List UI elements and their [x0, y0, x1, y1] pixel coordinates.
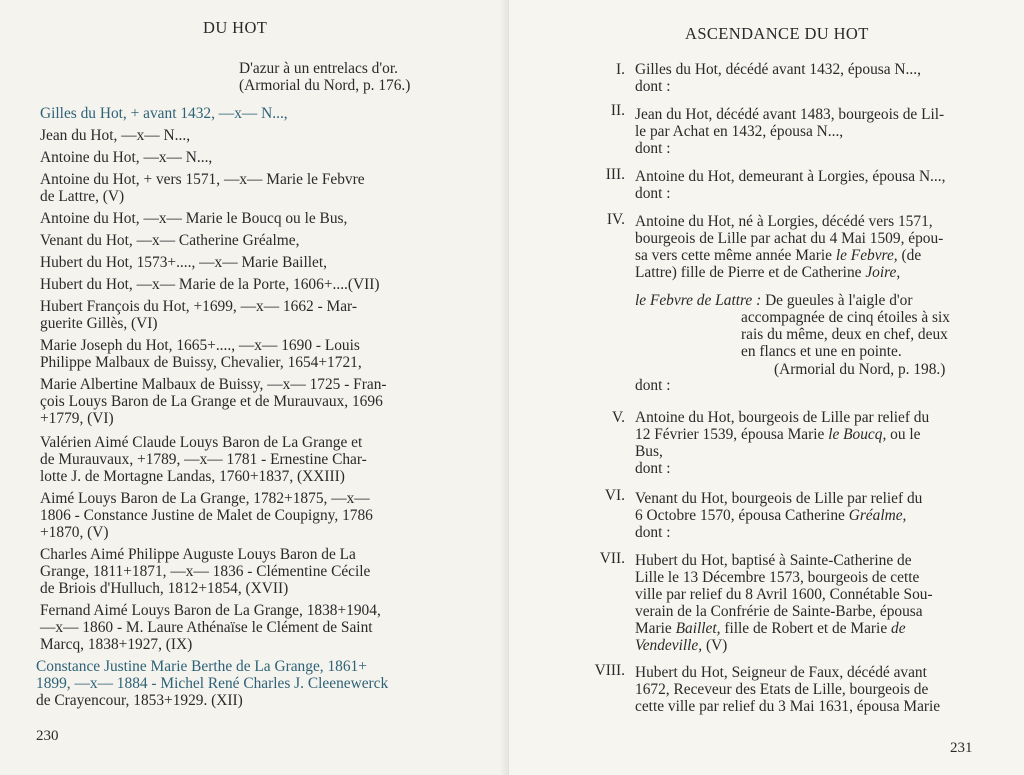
entry-italic: le Febvre, — [835, 247, 898, 264]
entry-line: Hubert du Hot, Seigneur de Faux, décédé avant — [635, 664, 927, 681]
entry-line: Bus, — [635, 443, 663, 460]
arms-line: (Armorial du Nord, p. 198.) — [774, 361, 946, 378]
genealogy-line: de Briois d'Hulluch, 1812+1854, (XVII) — [40, 580, 289, 597]
entry-line: ville par relief du 8 Avril 1600, Connétable Sou- — [635, 586, 933, 603]
entry-line: dont : — [635, 377, 671, 394]
genealogy-line: Fernand Aimé Louys Baron de La Grange, 1838+1904, — [40, 602, 381, 619]
arms-text: De gueules à l'aigle d'or — [761, 292, 913, 309]
generation-numeral: VII. — [599, 550, 625, 567]
entry-text: 6 Octobre 1570, épousa Catherine — [635, 507, 849, 524]
arms-line: accompagnée de cinq étoiles à six — [741, 309, 950, 326]
right-page-title: ASCENDANCE DU HOT — [685, 24, 869, 43]
genealogy-line: Constance Justine Marie Berthe de La Grange, 1861+ — [36, 658, 367, 675]
entry-line: dont : — [635, 460, 671, 477]
entry-text: fille de Robert et de Marie — [720, 620, 892, 637]
entry-line — [635, 637, 727, 654]
genealogy-line: Marcq, 1838+1927, (IX) — [40, 636, 193, 653]
generation-numeral: VI. — [604, 487, 625, 504]
entry-italic: le Boucq, — [828, 426, 887, 443]
entry-line: 1672, Receveur des Etats de Lille, bourgeois de — [635, 681, 929, 698]
genealogy-line: de Murauvaux, +1789, —x— 1781 - Ernestine Char- — [40, 451, 367, 468]
genealogy-line: +1779, (VI) — [40, 410, 114, 427]
generation-numeral: IV. — [606, 211, 625, 228]
genealogy-line: guerite Gillès, (VI) — [40, 315, 158, 332]
entry-italic: Baillet, — [675, 620, 721, 637]
entry-line: dont : — [635, 78, 671, 95]
entry-line — [635, 507, 906, 524]
genealogy-line: Charles Aimé Philippe Auguste Louys Baron de La — [40, 546, 356, 563]
genealogy-line: Marie Albertine Malbaux de Buissy, —x— 1725 - Fran- — [40, 376, 387, 393]
entry-line: verain de la Confrérie de Sainte-Barbe, épousa — [635, 603, 923, 620]
genealogy-line: —x— 1860 - M. Laure Athénaïse le Clément de Saint — [40, 619, 373, 636]
genealogy-line: Grange, 1811+1871, —x— 1836 - Clémentine Cécile — [40, 563, 371, 580]
entry-line: Gilles du Hot, décédé avant 1432, épousa N..., — [635, 61, 921, 78]
generation-numeral: I. — [616, 61, 625, 78]
genealogy-line: lotte J. de Mortagne Landas, 1760+1837, (XXIII) — [40, 468, 345, 485]
arms-line: en flancs et une en pointe. — [741, 343, 902, 360]
entry-line — [635, 426, 921, 443]
genealogy-line: Hubert du Hot, 1573+...., —x— Marie Baillet, — [40, 254, 327, 271]
genealogy-line: Hubert du Hot, —x— Marie de la Porte, 1606+....(VII) — [40, 276, 380, 293]
left-page-title: DU HOT — [203, 18, 268, 37]
entry-line: Jean du Hot, décédé avant 1483, bourgeois de Lil- — [635, 106, 945, 123]
page-number: 230 — [36, 728, 59, 744]
genealogy-line: +1870, (V) — [40, 524, 109, 541]
genealogy-line: Aimé Louys Baron de La Grange, 1782+1875, —x— — [40, 490, 370, 507]
entry-text: (de — [897, 247, 922, 264]
entry-text: (V) — [702, 637, 728, 654]
entry-line: dont : — [635, 185, 671, 202]
entry-line: Antoine du Hot, demeurant à Lorgies, épousa N..., — [635, 168, 946, 185]
arms-family: le Febvre de Lattre : — [635, 292, 762, 309]
genealogy-line: çois Louys Baron de La Grange et de Murauvaux, 1696 — [40, 393, 383, 410]
page-number: 231 — [950, 740, 973, 756]
right-page — [509, 0, 1024, 775]
entry-line — [635, 247, 921, 264]
arms-line: rais du même, deux en chef, deux — [741, 326, 948, 343]
genealogy-line: Jean du Hot, —x— N..., — [40, 127, 191, 144]
entry-line: dont : — [635, 140, 671, 157]
entry-text: sa vers cette même année Marie — [635, 247, 836, 264]
genealogy-line: Antoine du Hot, —x— N..., — [40, 149, 213, 166]
generation-numeral: II. — [610, 102, 625, 119]
genealogy-line: Philippe Malbaux de Buissy, Chevalier, 1654+1721, — [40, 354, 362, 371]
entry-line: bourgeois de Lille par achat du 4 Mai 1509, épou- — [635, 230, 944, 247]
entry-italic: Joire, — [865, 264, 901, 281]
genealogy-line: Valérien Aimé Claude Louys Baron de La Grange et — [40, 434, 363, 451]
entry-line: dont : — [635, 524, 671, 541]
genealogy-line: 1899, —x— 1884 - Michel René Charles J. Cleenewerck — [36, 675, 389, 692]
entry-line: Hubert du Hot, baptisé à Sainte-Catherine de — [635, 552, 912, 569]
genealogy-line: Antoine du Hot, —x— Marie le Boucq ou le Bus, — [40, 210, 348, 227]
entry-line: le par Achat en 1432, épousa N..., — [635, 123, 844, 140]
entry-text: 12 Février 1539, épousa Marie — [635, 426, 829, 443]
generation-numeral: V. — [612, 409, 625, 426]
left-page — [0, 0, 509, 775]
genealogy-line: de Lattre, (V) — [40, 188, 125, 205]
genealogy-line: Hubert François du Hot, +1699, —x— 1662 - Mar- — [40, 298, 357, 315]
entry-line: Lille le 13 Décembre 1573, bourgeois de cette — [635, 569, 920, 586]
arms-line: D'azur à un entrelacs d'or. — [239, 60, 398, 77]
entry-italic: de — [891, 620, 906, 637]
entry-line: Venant du Hot, bourgeois de Lille par relief du — [635, 490, 923, 507]
entry-line: cette ville par relief du 3 Mai 1631, épousa Marie — [635, 698, 941, 715]
genealogy-line: Gilles du Hot, + avant 1432, —x— N..., — [40, 105, 288, 122]
entry-text: Lattre) fille de Pierre et de Catherine — [635, 264, 866, 281]
entry-text: ou le — [886, 426, 921, 443]
arms-line: (Armorial du Nord, p. 176.) — [239, 77, 411, 94]
genealogy-line: 1806 - Constance Justine de Malet de Coupigny, 1786 — [40, 507, 373, 524]
generation-numeral: III. — [605, 166, 625, 183]
arms-line — [635, 292, 913, 309]
entry-line: Antoine du Hot, bourgeois de Lille par relief du — [635, 409, 930, 426]
entry-italic: Vendeville, — [635, 637, 703, 654]
entry-text: Marie — [635, 620, 676, 637]
genealogy-line: Venant du Hot, —x— Catherine Gréalme, — [40, 232, 300, 249]
genealogy-line: Antoine du Hot, + vers 1571, —x— Marie le Febvre — [40, 171, 365, 188]
entry-line — [635, 264, 900, 281]
genealogy-line: de Crayencour, 1853+1929. (XII) — [36, 692, 243, 709]
entry-line: Antoine du Hot, né à Lorgies, décédé vers 1571, — [635, 213, 933, 230]
entry-italic: Gréalme, — [848, 507, 907, 524]
entry-line — [635, 620, 906, 637]
generation-numeral: VIII. — [594, 662, 625, 679]
genealogy-line: Marie Joseph du Hot, 1665+...., —x— 1690 - Louis — [40, 337, 360, 354]
